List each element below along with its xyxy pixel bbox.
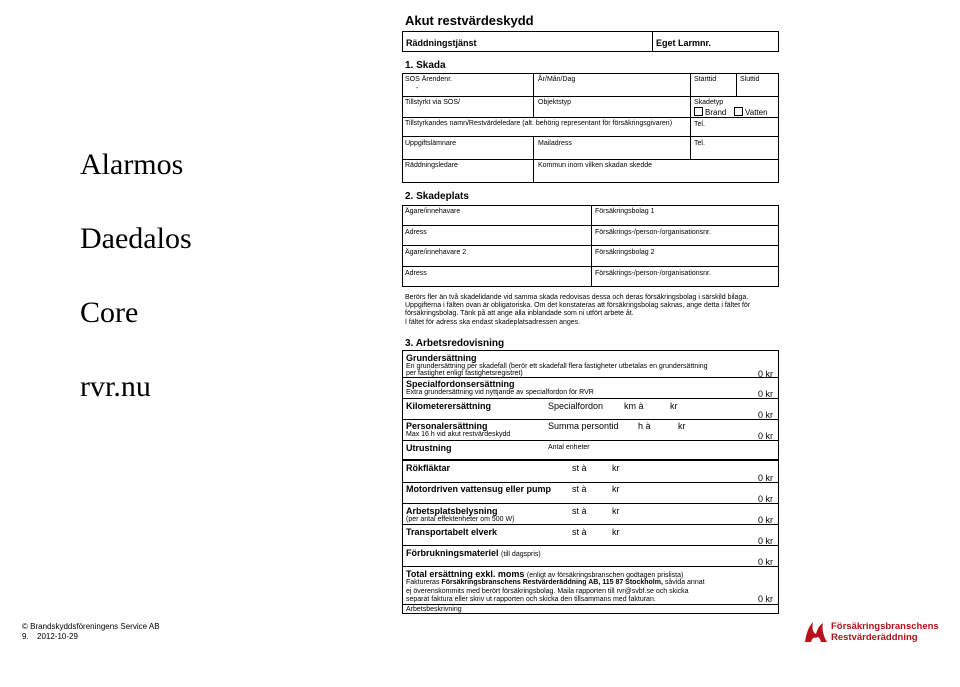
km-amount: 0 kr (757, 410, 773, 420)
fakt-line: Faktureras Försäkringsbranschens Restvärderäddning AB, 115 87 Stockholm, såvida annat (406, 579, 705, 586)
starttid-label: Starttid (694, 76, 717, 83)
elverk-kr: kr (612, 527, 620, 537)
max-label: Max 16 h vid akut restvärdeskydd (406, 431, 511, 438)
vatten-checkbox[interactable]: Vatten (734, 107, 768, 117)
objekttyp-label: Objektstyp (538, 99, 572, 106)
logo-line2: Restvärderäddning (831, 632, 918, 643)
elverk-amount: 0 kr (757, 536, 773, 546)
total-label: Total ersättning exkl. moms (406, 569, 525, 579)
over-line-1: ej överenskommits med berört försäkringsbolag. Maila rapporten till rvr@svbf.se och skicka (406, 588, 689, 595)
section2-title: 2. Skadeplats (405, 191, 469, 202)
h-a-label: h à (638, 421, 651, 431)
note-line-1: Berörs fler än två skadelidande vid samma skada redovisas dessa och deras försäkringsbolag i särskild bilaga. (405, 294, 749, 301)
sos-label: SOS Ärendenr. (405, 76, 453, 83)
section3-title: 3. Arbetsredovisning (405, 338, 505, 349)
note-line-3: försäkringsbolag. Tänk på att ange alla inblandade som ni utfört arbete åt. (405, 310, 634, 317)
km-kr-label: kr (670, 401, 678, 411)
tel2-label: Tel. (694, 140, 705, 147)
total-desc: (enligt av försäkringsbranschen godtagen prislista) (526, 572, 684, 579)
sos-dash: - (416, 85, 419, 92)
elverk-st-a: st à (572, 527, 587, 537)
special-amount: 0 kr (757, 389, 773, 399)
motor-label: Motordriven vattensug eller pump (406, 484, 552, 494)
belys-amount: 0 kr (757, 515, 773, 525)
eget-larmnr-label: Eget Larmnr. (656, 38, 712, 48)
belys-st-a: st à (572, 506, 587, 516)
specialfordon-label: Specialfordon (548, 401, 604, 411)
skadetyp-label: Skadetyp (694, 99, 724, 106)
grund-desc-2: per fastighet enligt fastighetsregistret) (406, 370, 523, 377)
elverk-label: Transportabelt elverk (406, 527, 498, 537)
motor-amount: 0 kr (757, 494, 773, 504)
motor-st-a: st à (572, 484, 587, 494)
personal-label: Personalersättning (406, 421, 488, 431)
total-amount: 0 kr (757, 594, 773, 604)
adress1-label: Adress (405, 229, 427, 236)
logo-mark-icon (803, 620, 829, 644)
personal-kr-label: kr (678, 421, 686, 431)
logo (803, 619, 943, 645)
kommun-label: Kommun inom vilken skadan skedde (538, 162, 653, 169)
tel1-label: Tel. (694, 121, 705, 128)
orgnr2-label: Försäkrings-/person-/organisationsnr. (595, 270, 711, 277)
adress2-label: Adress (405, 270, 427, 277)
km-a-label: km à (624, 401, 644, 411)
page-number: 9. (22, 632, 29, 641)
km-label: Kilometerersättning (406, 401, 492, 411)
rok-amount: 0 kr (757, 473, 773, 483)
special-label: Specialfordonsersättning (406, 379, 515, 389)
raddningsledare-label: Räddningsledare (405, 162, 458, 169)
utrustning-label: Utrustning (406, 443, 452, 453)
namn-label: Tillstyrkandes namn/Restvärdeledare (alt. behörig representant för försäkringsgivaren) (405, 120, 673, 127)
rok-st-a: st à (572, 463, 587, 473)
note-line-4: I fältet för adress ska endast skadeplatsadressen anges. (405, 319, 581, 326)
section1-title: 1. Skada (405, 60, 446, 71)
beskr-label: Arbetsbeskrivning (406, 606, 462, 613)
grund-label: Grundersättning (406, 353, 477, 363)
grund-amount: 0 kr (757, 369, 773, 379)
personal-amount: 0 kr (757, 431, 773, 441)
tillstyrkt-label: Tillstyrkt via SOS/ (405, 99, 460, 106)
grund-desc-1: En grundersättning per skadefall (berör ett skadefall flera fastigheter utbetalas en grundersättning (406, 363, 708, 370)
bolag2-label: Försäkringsbolag 2 (595, 249, 655, 256)
agare2-label: Ägare/innehavare 2 (405, 249, 467, 256)
special-desc: Extra grundersättning vid nyttjande av specialfordon för RVR (406, 389, 594, 396)
rok-label: Rökfläktar (406, 463, 451, 473)
date-label: År/Mån/Dag (538, 76, 576, 83)
copyright-text: © Brandskyddsföreningens Service AB (22, 622, 160, 631)
forbr-row (406, 548, 541, 559)
logo-line1: Försäkringsbranschens (831, 621, 939, 632)
uppgift-label: Uppgiftslämnare (405, 140, 456, 147)
sidebar-item-daedalos: Daedalos (80, 222, 192, 255)
forbr-label: Förbrukningsmateriel (406, 548, 499, 558)
note-line-2: Uppgifterna i fälten ovan är obligatoriska. Om det konstateras att försäkringsbolag saknas, ange detta i fältet för (405, 302, 751, 309)
brand-checkbox[interactable]: Brand (694, 107, 726, 117)
forbr-desc: (till dagspris) (501, 551, 541, 558)
rok-kr: kr (612, 463, 620, 473)
belys-desc: (per antal effektenheter om 500 W) (406, 516, 515, 523)
sluttid-label: Sluttid (740, 76, 760, 83)
raddningstjanst-label: Räddningstjänst (406, 38, 477, 48)
antal-label: Antal enheter (548, 444, 590, 451)
footer-date: 2012-10-29 (37, 632, 78, 641)
bolag1-label: Försäkringsbolag 1 (595, 208, 655, 215)
sidebar-item-alarmos: Alarmos (80, 148, 184, 181)
belys-label: Arbetsplatsbelysning (406, 506, 498, 516)
summa-label: Summa persontid (548, 421, 619, 431)
motor-kr: kr (612, 484, 620, 494)
sidebar-item-core: Core (80, 296, 139, 329)
agare1-label: Ägare/innehavare (405, 208, 461, 215)
mail-label: Mailadress (538, 140, 572, 147)
forbr-amount: 0 kr (757, 557, 773, 567)
sidebar-item-rvr: rvr.nu (80, 370, 151, 403)
page-title: Akut restvärdeskydd (405, 13, 534, 28)
orgnr1-label: Försäkrings-/person-/organisationsnr. (595, 229, 711, 236)
belys-kr: kr (612, 506, 620, 516)
over-line-2: separat faktura eller skriv ut rapporten och skicka den tillsammans med fakturan. (406, 596, 656, 603)
